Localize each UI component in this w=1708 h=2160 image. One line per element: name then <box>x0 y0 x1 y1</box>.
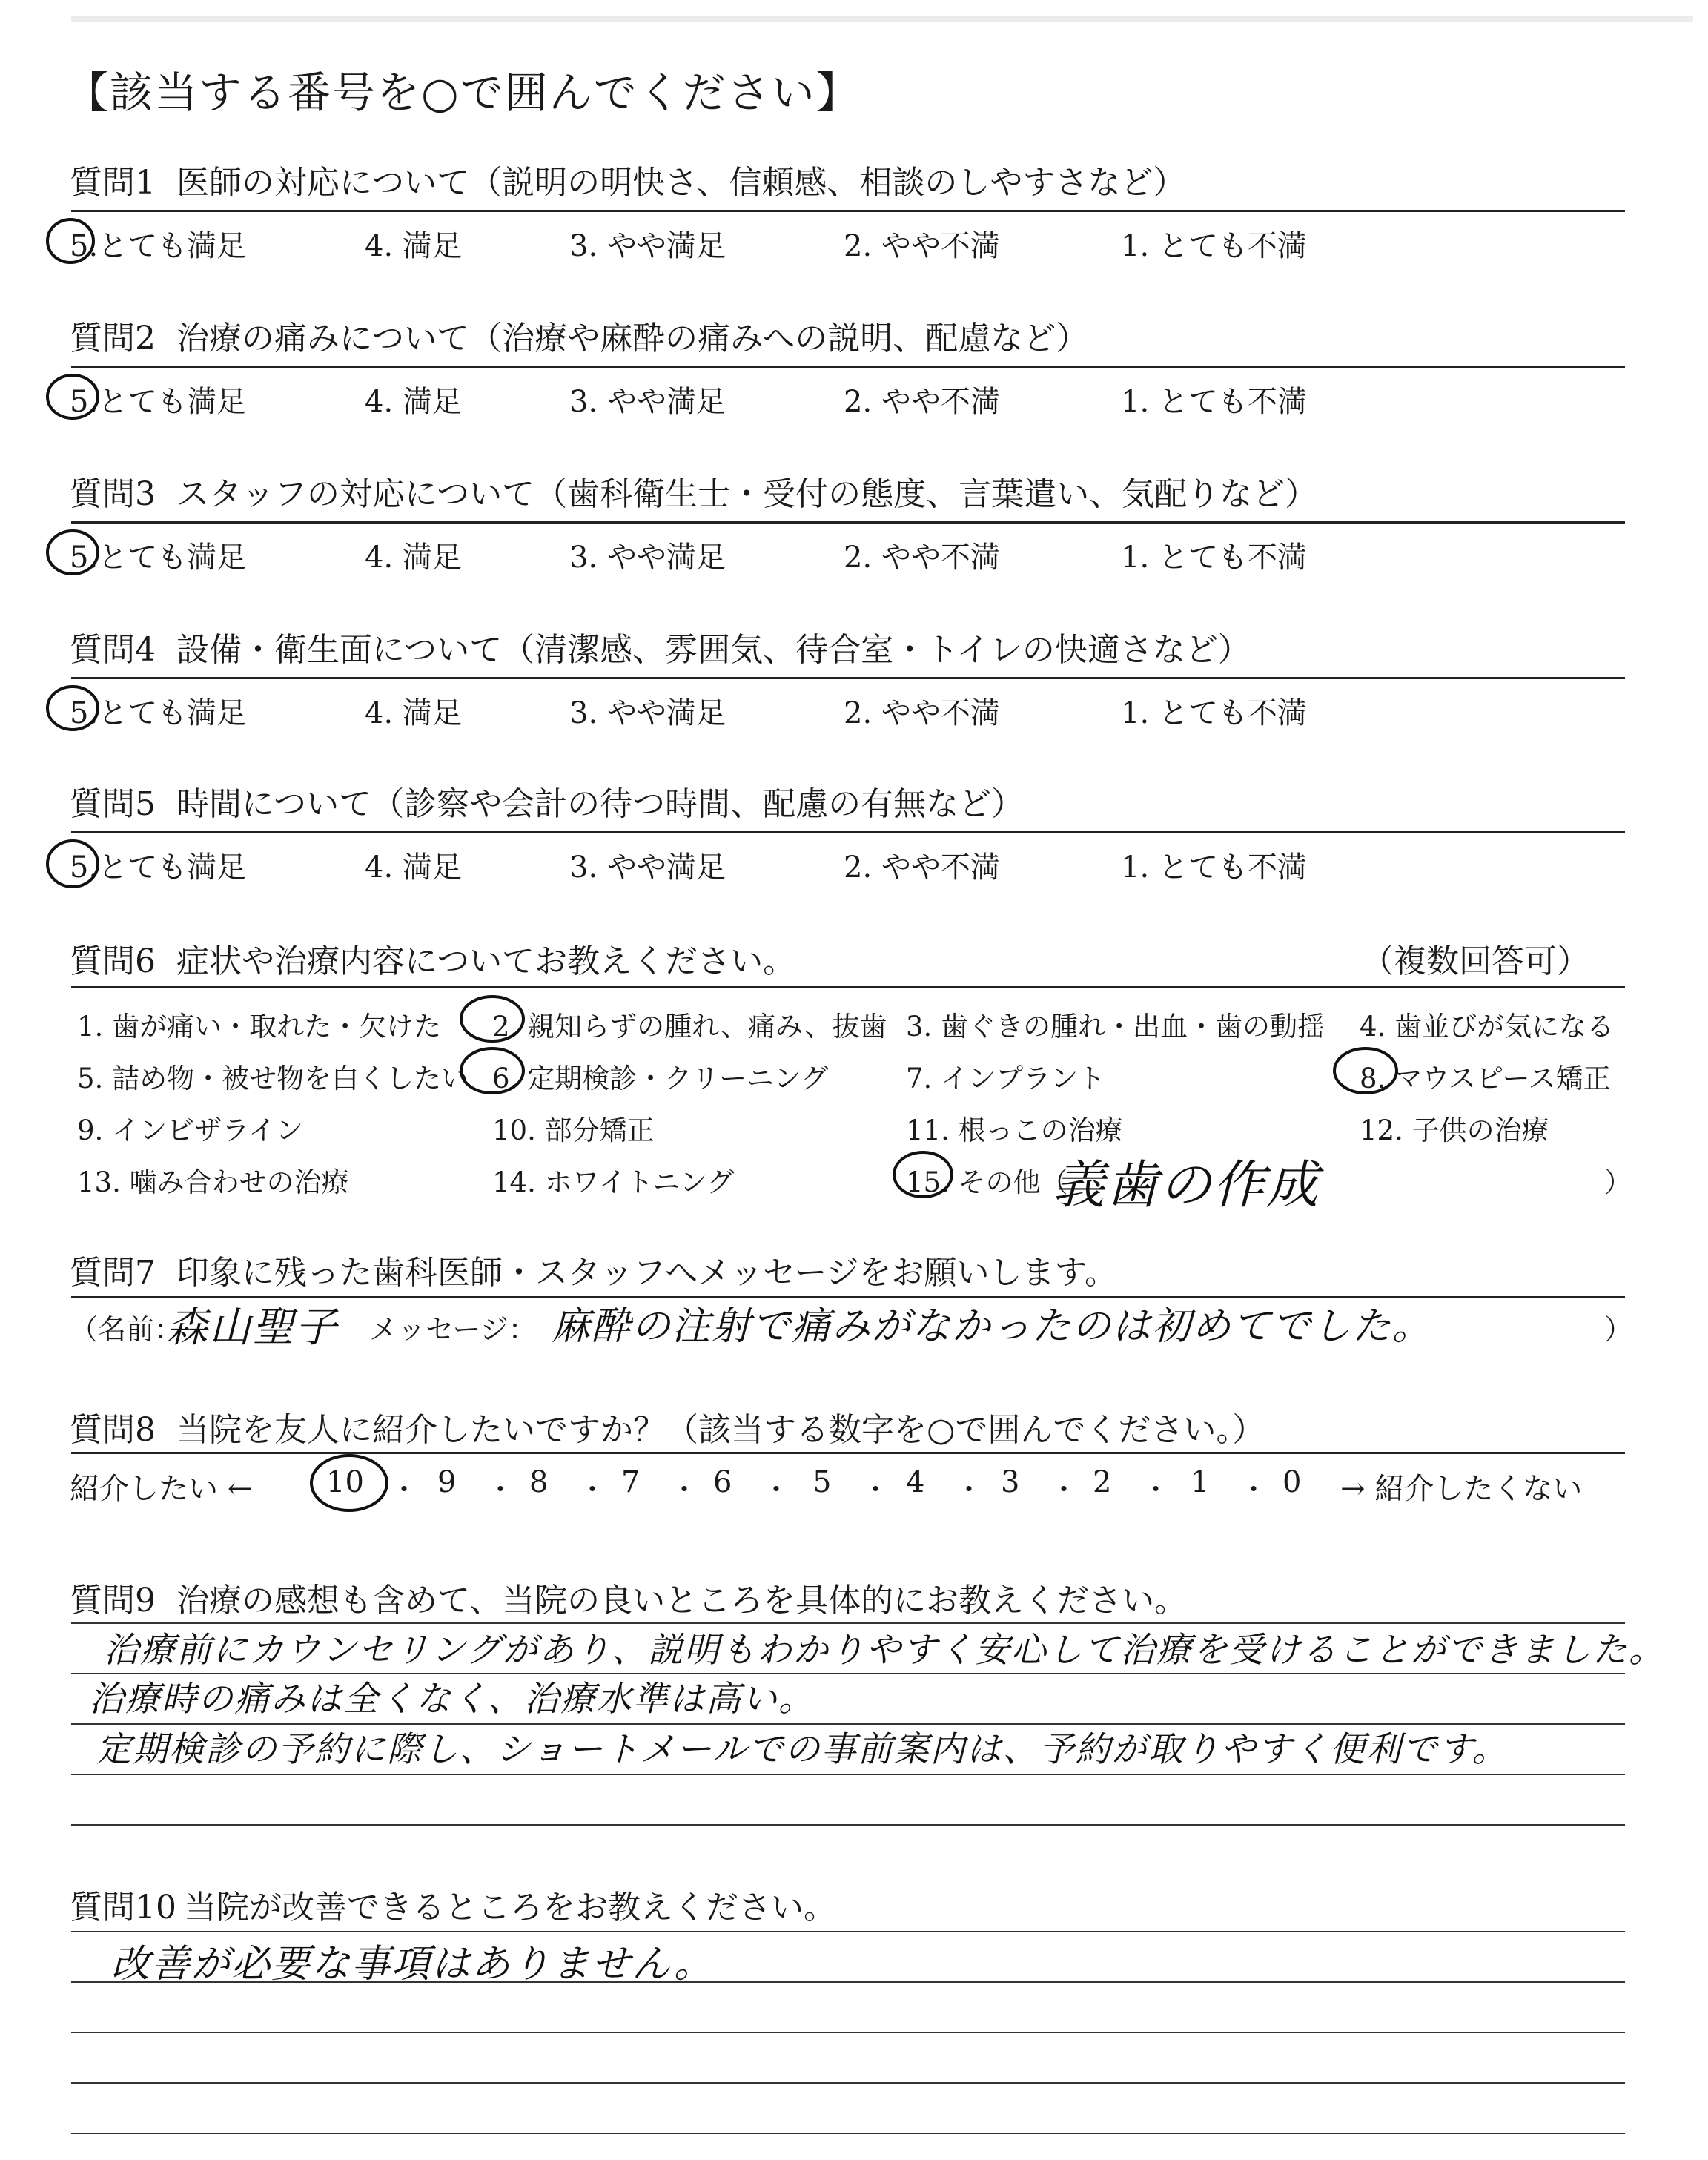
multiple-answers-note: （複数回答可） <box>1361 942 1589 980</box>
q6-other-handwritten: 義歯の作成 <box>1053 1155 1320 1215</box>
top-border <box>71 16 1693 22</box>
q3-option-2[interactable]: 2. やや不満 <box>844 541 1000 575</box>
q6-option-6[interactable]: 6. 定期検診・クリーニング <box>492 1063 829 1094</box>
question-number: 質問5 <box>70 785 156 823</box>
q6-option-12[interactable]: 12. 子供の治療 <box>1360 1114 1549 1146</box>
q1-option-5[interactable]: 5.とても満足 <box>70 229 247 263</box>
recommend-left-label: 紹介したい ← <box>70 1472 253 1506</box>
question-8-title <box>70 1403 1265 1450</box>
recommend-4[interactable]: 4 <box>906 1465 925 1499</box>
question-text: 設備・衛生面について（清潔感、雰囲気、待合室・トイレの快適さなど） <box>176 631 1251 669</box>
question-text: 医師の対応について（説明の明快さ、信頼感、相談のしやすさなど） <box>176 164 1186 202</box>
message-label: メッセージ： <box>369 1313 537 1346</box>
recommend-right-label: → 紹介したくない <box>1340 1472 1583 1506</box>
question-text: 当院が改善できるところをお教えください。 <box>184 1889 836 1926</box>
question-text: 症状や治療内容についてお教えください。 <box>176 942 796 980</box>
q6-option-10[interactable]: 10. 部分矯正 <box>492 1114 655 1146</box>
question-text: スタッフの対応について（歯科衛生士・受付の態度、言葉遣い、気配りなど） <box>176 475 1318 513</box>
separator: ・ <box>670 1473 699 1506</box>
q10-answer-line-1: 改善が必要な事項はありません。 <box>111 1942 715 1986</box>
separator: ・ <box>578 1473 607 1506</box>
q6-option-8-circle <box>1331 1046 1400 1096</box>
q6-option-9[interactable]: 9. インビザライン <box>77 1114 303 1146</box>
question-3-title <box>70 467 1317 515</box>
question-number: 質問3 <box>70 475 156 513</box>
recommend-9[interactable]: 9 <box>437 1465 457 1499</box>
divider <box>71 831 1625 833</box>
question-10-title <box>70 1880 836 1928</box>
divider <box>71 677 1625 679</box>
message-field[interactable]: 麻酔の注射で痛みがなかったのは初めてでした。 <box>552 1304 1433 1349</box>
question-4-title <box>70 623 1251 670</box>
question-text: 治療の痛みについて（治療や麻酔の痛みへの説明、配慮など） <box>176 320 1089 357</box>
q6-option-5[interactable]: 5. 詰め物・被せ物を白くしたい <box>77 1063 469 1094</box>
q6-option-2-circle <box>458 994 526 1044</box>
recommend-2[interactable]: 2 <box>1093 1465 1112 1499</box>
q5-selection-circle <box>44 838 101 890</box>
question-number: 質問7 <box>70 1254 156 1292</box>
divider <box>71 986 1625 988</box>
q2-option-4[interactable]: 4. 満足 <box>365 385 462 419</box>
q6-option-2[interactable]: 2. 親知らずの腫れ、痛み、抜歯 <box>492 1011 887 1043</box>
name-field[interactable]: 森山聖子 <box>166 1304 338 1352</box>
q6-option-14[interactable]: 14. ホワイトニング <box>492 1166 735 1198</box>
q5-option-3[interactable]: 3. やや満足 <box>569 851 726 885</box>
separator: ・ <box>861 1473 890 1506</box>
question-text: 時間について（診察や会計の待つ時間、配慮の有無など） <box>176 785 1025 823</box>
recommend-8[interactable]: 8 <box>529 1465 549 1499</box>
question-number: 質問1 <box>70 164 156 202</box>
q6-option-13[interactable]: 13. 噛み合わせの治療 <box>77 1166 349 1198</box>
q1-selection-circle <box>44 217 96 265</box>
q6-other-close: ） <box>1604 1166 1632 1198</box>
divider <box>71 210 1625 212</box>
q1-option-2[interactable]: 2. やや不満 <box>844 229 1000 263</box>
q3-option-3[interactable]: 3. やや満足 <box>569 541 726 575</box>
recommend-7[interactable]: 7 <box>621 1465 640 1499</box>
question-5-title <box>70 777 1024 825</box>
q4-option-1[interactable]: 1. とても不満 <box>1121 696 1307 730</box>
q2-option-3[interactable]: 3. やや満足 <box>569 385 726 419</box>
recommend-5[interactable]: 5 <box>812 1465 832 1499</box>
q5-option-2[interactable]: 2. やや不満 <box>844 851 1000 885</box>
name-label: （名前： <box>70 1313 183 1346</box>
question-number: 質問10 <box>70 1889 176 1926</box>
q6-option-11[interactable]: 11. 根っこの治療 <box>906 1114 1123 1146</box>
q3-option-4[interactable]: 4. 満足 <box>365 541 462 575</box>
divider <box>71 366 1625 368</box>
answer-line <box>71 2133 1625 2134</box>
answer-line <box>71 2032 1625 2033</box>
question-2-title <box>70 311 1088 359</box>
q1-option-3[interactable]: 3. やや満足 <box>569 229 726 263</box>
q6-option-15[interactable]: 15. その他（ <box>906 1166 1068 1198</box>
question-text: 治療の感想も含めて、当院の良いところを具体的にお教えください。 <box>176 1582 1188 1619</box>
q9-answer-line-3: 定期検診の予約に際し、ショートメールでの事前案内は、予約が取りやすく便利です。 <box>96 1729 1509 1770</box>
recommend-10[interactable]: 10 <box>326 1465 364 1499</box>
q4-selection-circle <box>44 684 101 733</box>
q6-option-6-circle <box>458 1046 526 1096</box>
q4-option-2[interactable]: 2. やや不満 <box>844 696 1000 730</box>
q9-answer-line-1: 治療前にカウンセリングがあり、説明もわかりやすく安心して治療を受けることができました。 <box>104 1630 1666 1671</box>
separator: ・ <box>1050 1473 1079 1506</box>
q4-option-5[interactable]: 5.とても満足 <box>70 696 247 730</box>
separator: ・ <box>1142 1473 1171 1506</box>
answer-line <box>71 1774 1625 1775</box>
separator: ・ <box>1239 1473 1268 1506</box>
q1-option-4[interactable]: 4. 満足 <box>365 229 462 263</box>
separator: ・ <box>390 1473 419 1506</box>
recommend-6[interactable]: 6 <box>713 1465 732 1499</box>
message-close: ） <box>1604 1313 1633 1346</box>
separator: ・ <box>762 1473 791 1506</box>
q5-option-5[interactable]: 5.とても満足 <box>70 851 247 885</box>
question-9-title <box>70 1573 1187 1621</box>
separator: ・ <box>955 1473 984 1506</box>
recommend-selection-circle <box>308 1452 390 1514</box>
page-title: 【該当する番号を○で囲んでください】 <box>65 67 861 118</box>
q4-option-4[interactable]: 4. 満足 <box>365 696 462 730</box>
divider <box>71 1452 1625 1454</box>
q6-option-1[interactable]: 1. 歯が痛い・取れた・欠けた <box>77 1011 442 1043</box>
q6-option-8[interactable]: 8. マウスピース矯正 <box>1360 1063 1611 1094</box>
answer-line <box>71 2082 1625 2084</box>
q6-option-7[interactable]: 7. インプラント <box>906 1063 1106 1094</box>
q6-option-4[interactable]: 4. 歯並びが気になる <box>1360 1011 1615 1043</box>
q2-selection-circle <box>44 372 101 421</box>
q9-answer-line-2: 治療時の痛みは全くなく、治療水準は高い。 <box>89 1679 815 1720</box>
separator: ・ <box>486 1473 515 1506</box>
question-number: 質問8 <box>70 1411 156 1449</box>
answer-line <box>71 1824 1625 1826</box>
q6-option-3[interactable]: 3. 歯ぐきの腫れ・出血・歯の動揺 <box>906 1011 1325 1043</box>
q4-option-3[interactable]: 3. やや満足 <box>569 696 726 730</box>
question-7-title <box>70 1246 1117 1293</box>
q2-option-2[interactable]: 2. やや不満 <box>844 385 1000 419</box>
question-1-title <box>70 156 1185 203</box>
question-text: 印象に残った歯科医師・スタッフへメッセージをお願いします。 <box>176 1254 1117 1292</box>
question-number: 質問2 <box>70 320 156 357</box>
q2-option-1[interactable]: 1. とても不満 <box>1121 385 1307 419</box>
recommend-0[interactable]: 0 <box>1282 1465 1302 1499</box>
q3-selection-circle <box>44 528 101 577</box>
question-text: 当院を友人に紹介したいですか？（該当する数字を○で囲んでください。） <box>176 1411 1265 1449</box>
divider <box>71 521 1625 524</box>
q5-option-4[interactable]: 4. 満足 <box>365 851 462 885</box>
q6-option-15-circle <box>891 1149 955 1200</box>
q3-option-1[interactable]: 1. とても不満 <box>1121 541 1307 575</box>
recommend-3[interactable]: 3 <box>1001 1465 1020 1499</box>
question-number: 質問4 <box>70 631 156 669</box>
question-number: 質問6 <box>70 942 156 980</box>
q3-option-5[interactable]: 5.とても満足 <box>70 541 247 575</box>
recommend-1[interactable]: 1 <box>1191 1465 1210 1499</box>
question-number: 質問9 <box>70 1582 156 1619</box>
q2-option-5[interactable]: 5.とても満足 <box>70 385 247 419</box>
question-6-title <box>70 934 795 982</box>
q1-option-1[interactable]: 1. とても不満 <box>1121 229 1307 263</box>
q5-option-1[interactable]: 1. とても不満 <box>1121 851 1307 885</box>
